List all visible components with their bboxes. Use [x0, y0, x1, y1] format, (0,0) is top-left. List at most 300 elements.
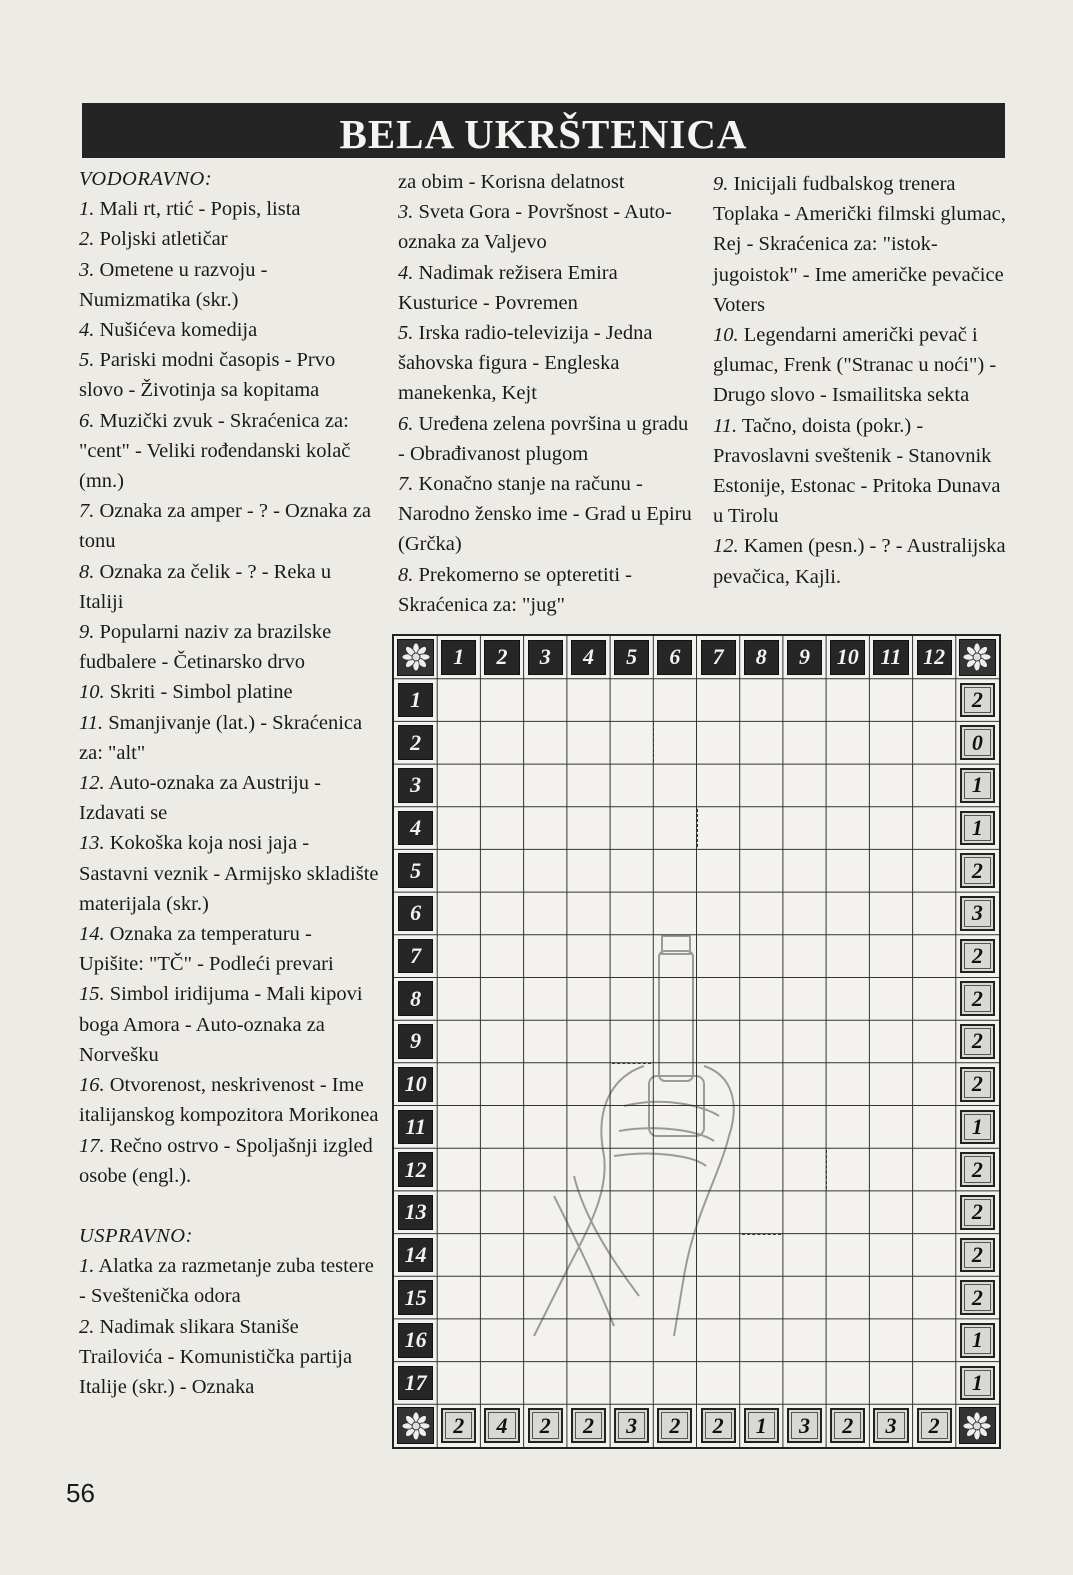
grid-cell[interactable]: [784, 1021, 825, 1062]
grid-cell[interactable]: [611, 936, 652, 977]
grid-cell[interactable]: [870, 1320, 911, 1361]
grid-cell[interactable]: [698, 1107, 739, 1148]
grid-cell[interactable]: [827, 893, 868, 934]
grid-cell[interactable]: [698, 1235, 739, 1276]
grid-cell[interactable]: [568, 893, 609, 934]
grid-cell[interactable]: [698, 680, 739, 721]
grid-cell[interactable]: [741, 1021, 782, 1062]
grid-cell[interactable]: [698, 808, 739, 849]
column-number: 12: [917, 640, 952, 675]
clue-number: 10.: [713, 324, 739, 347]
grid-cell[interactable]: [654, 722, 695, 763]
clue-number: 16.: [79, 1074, 105, 1097]
clue-number: 9.: [713, 173, 729, 195]
row-number: 5: [398, 853, 433, 888]
grid-cell[interactable]: [611, 1149, 652, 1190]
clue-number: 6.: [79, 409, 95, 432]
grid-cell[interactable]: [914, 1021, 955, 1062]
clues-column-1: [79, 164, 379, 1402]
grid-cell[interactable]: [611, 1277, 652, 1318]
page-number: 56: [66, 1478, 95, 1508]
dashed-mark: [697, 809, 698, 848]
grid-cell[interactable]: [654, 808, 695, 849]
clue-number: 11.: [79, 711, 104, 734]
grid-cell[interactable]: [698, 1149, 739, 1190]
across-clue: [79, 315, 379, 345]
grid-cell[interactable]: [784, 1192, 825, 1233]
grid-cell[interactable]: [784, 893, 825, 934]
clue-text: Rečno ostrvo - Spoljašnji izgled osobe (engl.).: [79, 1134, 373, 1187]
row-black-count: 2: [960, 939, 995, 974]
grid-cell[interactable]: [525, 1320, 566, 1361]
grid-cell[interactable]: [914, 1320, 955, 1361]
grid-cell[interactable]: [611, 808, 652, 849]
grid-cell[interactable]: [438, 680, 479, 721]
across-clue: [79, 1131, 379, 1191]
grid-cell[interactable]: [568, 1107, 609, 1148]
grid-cell[interactable]: [784, 978, 825, 1019]
grid-cell[interactable]: [914, 1192, 955, 1233]
grid-cell[interactable]: [568, 1064, 609, 1105]
grid-cell[interactable]: [784, 808, 825, 849]
grid-cell[interactable]: [568, 680, 609, 721]
column-number: 9: [787, 640, 822, 675]
grid-cell[interactable]: [784, 722, 825, 763]
grid-cell[interactable]: [481, 680, 522, 721]
grid-cell[interactable]: [654, 893, 695, 934]
grid-cell[interactable]: [870, 680, 911, 721]
grid-cell[interactable]: [827, 850, 868, 891]
row-black-count: 1: [960, 1366, 995, 1401]
clue-number: 5.: [398, 322, 414, 345]
row-number: 2: [398, 725, 433, 760]
grid-cell[interactable]: [525, 680, 566, 721]
down-clue: [79, 1312, 379, 1403]
across-clue: [79, 194, 379, 224]
grid-cell[interactable]: [654, 680, 695, 721]
grid-cell[interactable]: [914, 850, 955, 891]
grid-cell[interactable]: [827, 1107, 868, 1148]
across-clue: [79, 919, 379, 979]
grid-cell[interactable]: [438, 936, 479, 977]
grid-cell[interactable]: [827, 936, 868, 977]
grid-cell[interactable]: [741, 893, 782, 934]
grid-cell[interactable]: [481, 850, 522, 891]
grid-cell[interactable]: [438, 1363, 479, 1404]
grid-cell[interactable]: [741, 1277, 782, 1318]
grid-cell[interactable]: [568, 1363, 609, 1404]
grid-cell[interactable]: [611, 722, 652, 763]
grid-cell[interactable]: [438, 765, 479, 806]
grid-cell[interactable]: [568, 808, 609, 849]
row-number: 4: [398, 811, 433, 846]
grid-cell[interactable]: [481, 978, 522, 1019]
grid-cell[interactable]: [741, 808, 782, 849]
column-number: 5: [614, 640, 649, 675]
grid-cell[interactable]: [741, 1320, 782, 1361]
flower-ornament-icon: [959, 639, 996, 676]
grid-cell[interactable]: [741, 765, 782, 806]
grid-cell[interactable]: [611, 1064, 652, 1105]
column-number: 3: [528, 640, 563, 675]
grid-cell[interactable]: [481, 1320, 522, 1361]
grid-cell[interactable]: [784, 936, 825, 977]
grid-cell[interactable]: [611, 850, 652, 891]
flower-ornament-icon: [397, 639, 434, 676]
grid-cell[interactable]: [914, 1235, 955, 1276]
grid-cell[interactable]: [698, 1192, 739, 1233]
grid-cell[interactable]: [481, 893, 522, 934]
grid-cell[interactable]: [741, 680, 782, 721]
grid-cell[interactable]: [784, 1149, 825, 1190]
grid-cell[interactable]: [698, 850, 739, 891]
clue-text: Smanjivanje (lat.) - Skraćenica za: "alt": [79, 711, 363, 764]
spacer: [79, 1191, 379, 1221]
grid-cell[interactable]: [698, 722, 739, 763]
grid-cell[interactable]: [784, 1107, 825, 1148]
column-black-count: 3: [787, 1408, 822, 1443]
clue-number: 7.: [79, 500, 95, 523]
grid-cell[interactable]: [481, 1021, 522, 1062]
row-black-count: 1: [960, 1323, 995, 1358]
grid-cell[interactable]: [741, 1149, 782, 1190]
grid-cell[interactable]: [698, 1064, 739, 1105]
row-black-count: 2: [960, 1024, 995, 1059]
grid-cell[interactable]: [438, 850, 479, 891]
grid-cell[interactable]: [784, 1320, 825, 1361]
clues-column-3: [713, 169, 1013, 592]
clue-text: Prekomerno se opteretiti - Skraćenica za: "jug": [398, 563, 632, 616]
grid-cell[interactable]: [698, 765, 739, 806]
grid-cell[interactable]: [914, 978, 955, 1019]
grid-cell[interactable]: [870, 1021, 911, 1062]
grid-cell[interactable]: [784, 1363, 825, 1404]
grid-cell[interactable]: [611, 893, 652, 934]
clue-number: 8.: [398, 563, 414, 586]
grid-cell[interactable]: [525, 1021, 566, 1062]
grid-cell[interactable]: [525, 1192, 566, 1233]
grid-cell[interactable]: [784, 765, 825, 806]
grid-cell[interactable]: [654, 1192, 695, 1233]
grid-cell[interactable]: [870, 1064, 911, 1105]
grid-cell[interactable]: [741, 936, 782, 977]
grid-cell[interactable]: [481, 808, 522, 849]
row-black-count: 1: [960, 811, 995, 846]
row-black-count: 1: [960, 1110, 995, 1145]
grid-cell[interactable]: [654, 1107, 695, 1148]
grid-cell[interactable]: [784, 1277, 825, 1318]
grid-cell[interactable]: [654, 1064, 695, 1105]
grid-cell[interactable]: [654, 765, 695, 806]
row-number: 12: [398, 1152, 433, 1187]
grid-cell[interactable]: [654, 978, 695, 1019]
clue-number: 12.: [713, 535, 739, 558]
down-clue: [79, 1251, 379, 1311]
down-clue: [398, 197, 698, 257]
clue-text: Uređena zelena površina u gradu - Obrađivanost plugom: [398, 412, 689, 465]
dashed-mark: [612, 1063, 651, 1064]
grid-cell[interactable]: [525, 936, 566, 977]
grid-cell[interactable]: [481, 1277, 522, 1318]
grid-cell[interactable]: [654, 1149, 695, 1190]
grid-cell[interactable]: [438, 1277, 479, 1318]
clue-text: Nadimak slikara Staniše Trailovića - Komunistička partija Italije (skr.) - Oznaka: [79, 1315, 353, 1398]
grid-cell[interactable]: [914, 1107, 955, 1148]
grid-cell[interactable]: [870, 765, 911, 806]
clue-text: Mali rt, rtić - Popis, lista: [94, 198, 301, 221]
row-number: 8: [398, 981, 433, 1016]
across-clue: [79, 345, 379, 405]
grid-cell[interactable]: [481, 765, 522, 806]
grid-cell[interactable]: [438, 978, 479, 1019]
clue-text: Irska radio-televizija - Jedna šahovska figura - Engleska manekenka, Kejt: [398, 322, 653, 405]
column-number: 4: [571, 640, 606, 675]
grid-cell[interactable]: [741, 1064, 782, 1105]
grid-cell[interactable]: [827, 680, 868, 721]
grid-cell[interactable]: [611, 1320, 652, 1361]
grid-cell[interactable]: [870, 1107, 911, 1148]
grid-cell[interactable]: [784, 1064, 825, 1105]
column-number: 7: [701, 640, 736, 675]
grid-cell[interactable]: [914, 808, 955, 849]
grid-cell[interactable]: [568, 1192, 609, 1233]
grid-cell[interactable]: [611, 1107, 652, 1148]
grid-cell[interactable]: [741, 1363, 782, 1404]
grid-cell[interactable]: [568, 978, 609, 1019]
clue-number: 1.: [79, 198, 95, 221]
grid-cell[interactable]: [870, 1277, 911, 1318]
clue-number: 3.: [398, 201, 414, 224]
clue-number: 13.: [79, 832, 105, 855]
grid-cell[interactable]: [827, 1277, 868, 1318]
clue-text: Ometene u razvoju - Numizmatika (skr.): [79, 258, 268, 311]
grid-cell[interactable]: [568, 1277, 609, 1318]
grid-cell[interactable]: [481, 1149, 522, 1190]
grid-cell[interactable]: [827, 1192, 868, 1233]
grid-cell[interactable]: [568, 765, 609, 806]
grid-cell[interactable]: [698, 1363, 739, 1404]
row-black-count: 2: [960, 1067, 995, 1102]
grid-cell[interactable]: [438, 1107, 479, 1148]
grid-cell[interactable]: [568, 1149, 609, 1190]
grid-cell[interactable]: [568, 850, 609, 891]
grid-cell[interactable]: [438, 893, 479, 934]
grid-cell[interactable]: [784, 680, 825, 721]
grid-cell[interactable]: [481, 936, 522, 977]
grid-cell[interactable]: [827, 1149, 868, 1190]
column-black-count: 2: [571, 1408, 606, 1443]
row-number: 10: [398, 1067, 433, 1102]
grid-cell[interactable]: [914, 722, 955, 763]
grid-cell[interactable]: [525, 765, 566, 806]
grid-cell[interactable]: [698, 978, 739, 1019]
grid-cell[interactable]: [784, 1235, 825, 1276]
column-black-count: 2: [917, 1408, 952, 1443]
grid-cell[interactable]: [870, 850, 911, 891]
grid-cell[interactable]: [438, 722, 479, 763]
grid-cell[interactable]: [438, 1235, 479, 1276]
grid-cell[interactable]: [827, 978, 868, 1019]
clues-column-2: [398, 167, 698, 620]
grid-cell[interactable]: [654, 1021, 695, 1062]
row-number: 11: [398, 1110, 433, 1145]
across-clue: [79, 617, 379, 677]
grid-cell[interactable]: [741, 722, 782, 763]
clue-text: Oznaka za temperaturu - Upišite: "TČ" - Podleći prevari: [79, 923, 334, 976]
column-black-count: 2: [701, 1408, 736, 1443]
grid-cell[interactable]: [914, 1277, 955, 1318]
grid-cell[interactable]: [525, 1107, 566, 1148]
grid-cell[interactable]: [741, 850, 782, 891]
grid-cell[interactable]: [568, 1320, 609, 1361]
grid-cell[interactable]: [568, 722, 609, 763]
grid-cell[interactable]: [438, 1320, 479, 1361]
column-black-count: 2: [441, 1408, 476, 1443]
grid-cell[interactable]: [827, 765, 868, 806]
grid-cell[interactable]: [827, 1235, 868, 1276]
grid-cell[interactable]: [611, 1363, 652, 1404]
flower-ornament-icon: [959, 1407, 996, 1444]
grid-cell[interactable]: [438, 1149, 479, 1190]
grid-cell[interactable]: [525, 808, 566, 849]
grid-cell[interactable]: [827, 808, 868, 849]
clue-number: 15.: [79, 983, 105, 1006]
clue-text: Legendarni američki pevač i glumac, Frenk ("Stranac u noći") - Drugo slovo - Ismailitska sekta: [713, 324, 997, 407]
clue-number: 17.: [79, 1134, 105, 1157]
clue-text: Poljski atletičar: [94, 228, 228, 251]
grid-cell[interactable]: [525, 1277, 566, 1318]
clue-text: Kokoška koja nosi jaja - Sastavni veznik - Armijsko skladište materijala (skr.): [79, 832, 379, 915]
grid-cell[interactable]: [741, 1107, 782, 1148]
grid-cell[interactable]: [568, 1021, 609, 1062]
grid-cell[interactable]: [827, 1064, 868, 1105]
grid-cell[interactable]: [525, 1149, 566, 1190]
grid-cell[interactable]: [870, 1149, 911, 1190]
grid-cell[interactable]: [784, 850, 825, 891]
clue-text: Sveta Gora - Površnost - Auto-oznaka za Valjevo: [398, 201, 672, 254]
grid-cell[interactable]: [611, 1192, 652, 1233]
grid-cell[interactable]: [698, 936, 739, 977]
grid-cell[interactable]: [654, 1277, 695, 1318]
grid-cell[interactable]: [481, 1363, 522, 1404]
grid-cell[interactable]: [525, 1363, 566, 1404]
column-black-count: 4: [484, 1408, 519, 1443]
grid-cell[interactable]: [914, 893, 955, 934]
grid-cell[interactable]: [914, 1064, 955, 1105]
grid-cell[interactable]: [568, 936, 609, 977]
grid-cell[interactable]: [654, 1363, 695, 1404]
grid-cell[interactable]: [438, 1192, 479, 1233]
grid-cell[interactable]: [870, 808, 911, 849]
grid-cell[interactable]: [654, 1320, 695, 1361]
grid-cell[interactable]: [654, 850, 695, 891]
grid-cell[interactable]: [611, 978, 652, 1019]
grid-cell[interactable]: [827, 1320, 868, 1361]
row-number: 15: [398, 1280, 433, 1315]
grid-cell[interactable]: [611, 1021, 652, 1062]
grid-cell[interactable]: [914, 680, 955, 721]
grid-cell[interactable]: [827, 1021, 868, 1062]
grid-cell[interactable]: [741, 1192, 782, 1233]
grid-cell[interactable]: [870, 722, 911, 763]
grid-cell[interactable]: [914, 1363, 955, 1404]
column-black-count: 2: [528, 1408, 563, 1443]
row-black-count: 2: [960, 1152, 995, 1187]
grid-cell[interactable]: [698, 1021, 739, 1062]
grid-cell[interactable]: [438, 1021, 479, 1062]
row-black-count: 2: [960, 853, 995, 888]
grid-cell[interactable]: [438, 1064, 479, 1105]
down-clue: [398, 318, 698, 409]
grid-cell[interactable]: [698, 1320, 739, 1361]
title-banner: [82, 103, 1005, 158]
clue-text: Inicijali fudbalskog trenera Toplaka - Američki filmski glumac, Rej - Skraćenica za: "istok-jugoistok" - Ime američke pevačice Voters: [713, 173, 1006, 316]
grid-cell[interactable]: [827, 1363, 868, 1404]
grid-cell[interactable]: [698, 1277, 739, 1318]
across-heading: VODORAVNO:: [79, 168, 213, 190]
grid-cell[interactable]: [654, 1235, 695, 1276]
grid-cell[interactable]: [870, 1235, 911, 1276]
clue-text: Alatka za razmetanje zuba testere - Sveštenička odora: [79, 1255, 374, 1308]
grid-cell[interactable]: [914, 765, 955, 806]
clue-number: 6.: [398, 412, 414, 435]
across-clue: [79, 255, 379, 315]
clue-text: Tačno, doista (pokr.) - Pravoslavni sveštenik - Stanovnik Estonije, Estonac - Pritoka Dunava u Tirolu: [713, 414, 1001, 528]
grid-cell[interactable]: [481, 722, 522, 763]
grid-cell[interactable]: [698, 893, 739, 934]
grid-cell[interactable]: [914, 936, 955, 977]
grid-cell[interactable]: [611, 765, 652, 806]
dashed-mark: [742, 1234, 781, 1235]
across-clue: [79, 677, 379, 707]
grid-cell[interactable]: [481, 1235, 522, 1276]
grid-cell[interactable]: [870, 893, 911, 934]
row-black-count: 2: [960, 1280, 995, 1315]
down-clue-continued: za obim - Korisna delatnost: [398, 171, 625, 193]
row-black-count: 2: [960, 1195, 995, 1230]
column-number: 10: [830, 640, 865, 675]
grid-cell[interactable]: [525, 1064, 566, 1105]
grid-cell[interactable]: [741, 978, 782, 1019]
grid-cell[interactable]: [914, 1149, 955, 1190]
grid-cell[interactable]: [525, 1235, 566, 1276]
grid-cell[interactable]: [438, 808, 479, 849]
clue-number: 14.: [79, 923, 105, 946]
grid-cell[interactable]: [611, 680, 652, 721]
grid-cell[interactable]: [611, 1235, 652, 1276]
across-clue: [79, 557, 379, 617]
grid-cell[interactable]: [654, 936, 695, 977]
grid-cell[interactable]: [525, 893, 566, 934]
grid-cell[interactable]: [827, 722, 868, 763]
grid-cell[interactable]: [870, 936, 911, 977]
row-black-count: 2: [960, 981, 995, 1016]
grid-cell[interactable]: [870, 1192, 911, 1233]
grid-cell[interactable]: [870, 978, 911, 1019]
across-clue: [79, 768, 379, 828]
grid-cell[interactable]: [525, 722, 566, 763]
grid-cell[interactable]: [481, 1107, 522, 1148]
grid-cell[interactable]: [870, 1363, 911, 1404]
grid-cell[interactable]: [568, 1235, 609, 1276]
grid-cell[interactable]: [481, 1064, 522, 1105]
crossword-grid: [392, 634, 1001, 1449]
grid-cell[interactable]: [525, 850, 566, 891]
grid-cell[interactable]: [481, 1192, 522, 1233]
dashed-mark: [653, 723, 654, 762]
grid-cell[interactable]: [741, 1235, 782, 1276]
grid-cell[interactable]: [525, 978, 566, 1019]
